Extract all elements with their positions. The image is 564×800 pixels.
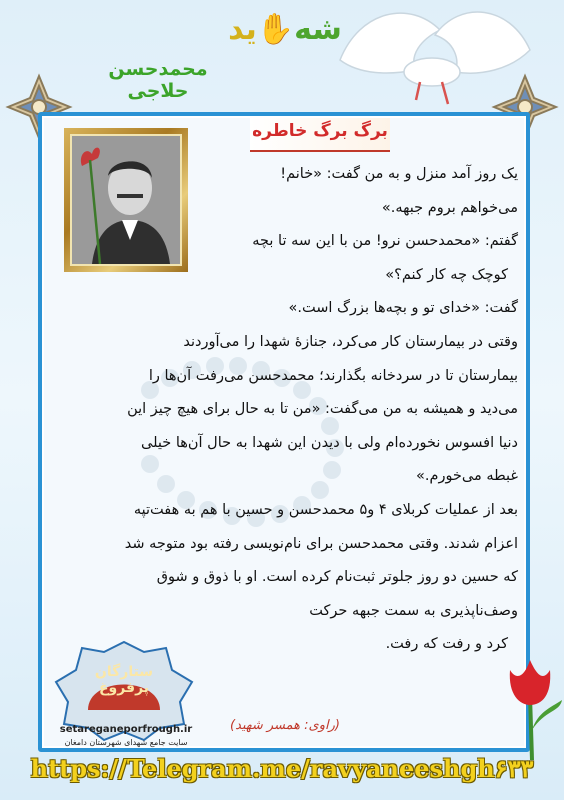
logo-subtitle: سایت جامع شهدای شهرستان دامغان [64, 738, 188, 747]
story-line: وقتی در بیمارستان کار می‌کرد، جنازهٔ شهدا را می‌آوردند [183, 333, 518, 350]
tulip-icon [490, 650, 564, 760]
story-line: می‌خواهم بروم جبهه.» [381, 199, 518, 216]
telegram-link[interactable]: https://Telegram.me/ravyaneeshgh۶۳۳ [30, 754, 534, 783]
story-line: اعزام شدند. وقتی محمدحسن برای نام‌نویسی رفته بود متوجه شد [124, 535, 518, 552]
story-line: یک روز آمد منزل و به من گفت: «خانم! [280, 166, 518, 182]
hand-print-icon: ✋ [256, 12, 295, 47]
logo-url: setareganeporfrough.ir [59, 724, 193, 735]
story-line: کوچک چه کار کنم؟» [385, 266, 508, 283]
story-line: کرد و رفت که رفت. [385, 636, 508, 653]
story-line: بعد از عملیات کربلای ۴ و۵ محمدحسن و حسین با هم به هفت‌تپه [133, 501, 518, 518]
martyr-name: محمدحسن حلاجی [108, 58, 208, 102]
story-line: بیمارستان تا در سردخانه بگذارند؛ محمدحسن می‌رفت آن‌ها را [148, 367, 518, 384]
top-title-left: ید [228, 12, 257, 47]
story-line: که حسین دو روز جلوتر ثبت‌نام کرده است. او با ذوق و شوق [156, 569, 518, 586]
story-line: گفتم: «محمدحسن نرو! من با این سه تا بچه [252, 233, 518, 250]
logo-title: ستارگان پرفروغ [94, 664, 154, 696]
memoir-text [48, 158, 518, 662]
story-line: وصف‌ناپذیری به سمت جبهه حرکت [309, 602, 518, 619]
story-line: دنیا افسوس نخورده‌ام ولی با دیدن این شهدا به حال آن‌ها خیلی [141, 434, 518, 451]
top-title-right: شه [294, 12, 342, 47]
story-line: غبطه می‌خورم.» [415, 468, 518, 485]
section-title: برگ برگ خاطره [252, 121, 388, 141]
narrator-label: (راوی: همسر شهید) [230, 718, 340, 733]
story-line: می‌دید و همیشه به من می‌گفت: «من تا به حال برای هیچ چیز این [127, 401, 518, 418]
story-line: گفت: «خدای تو و بچه‌ها بزرگ است.» [288, 300, 518, 317]
top-title [185, 12, 385, 52]
